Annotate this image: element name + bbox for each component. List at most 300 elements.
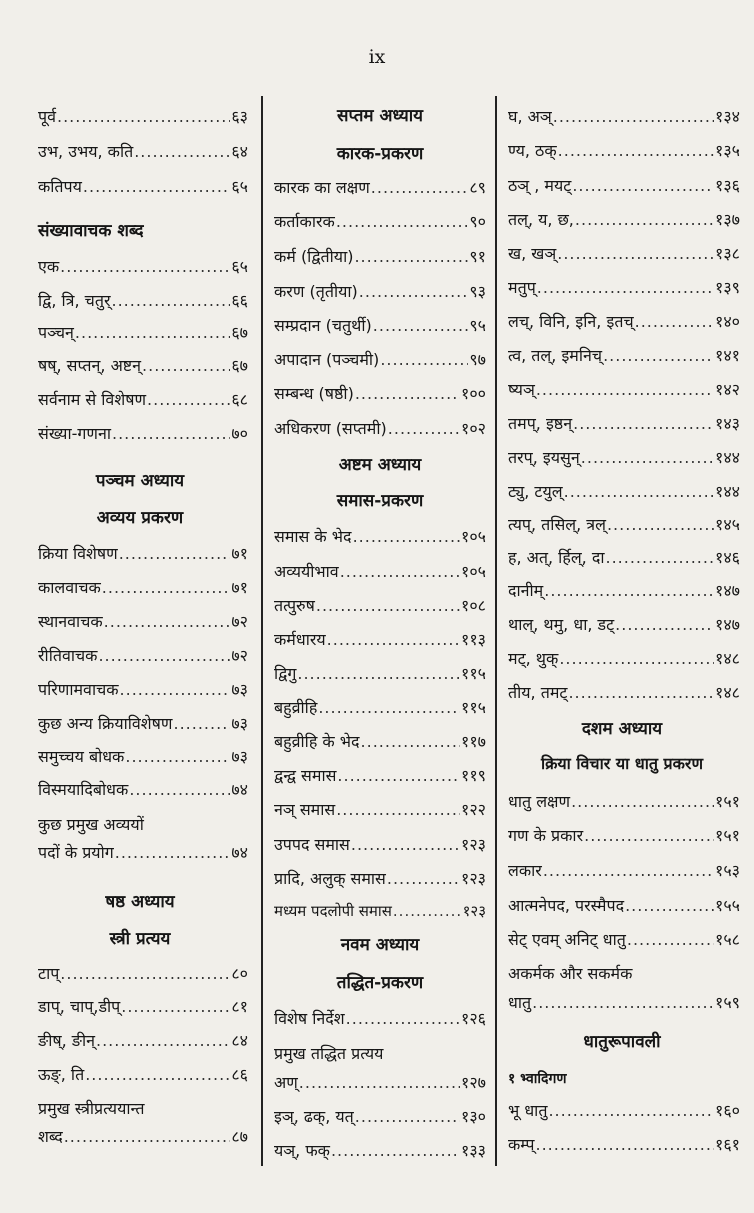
chapter-title: दशम अध्याय bbox=[581, 719, 663, 739]
dot-leader bbox=[355, 383, 460, 405]
entry-page: ७४ bbox=[231, 843, 248, 862]
section-heading: धातुरूपावली bbox=[583, 1032, 661, 1052]
dot-leader bbox=[559, 648, 714, 670]
toc-entry[interactable] bbox=[508, 243, 740, 265]
toc-entry[interactable] bbox=[508, 379, 740, 401]
dot-leader bbox=[536, 379, 714, 401]
toc-entry[interactable] bbox=[508, 106, 740, 128]
dot-leader bbox=[553, 106, 714, 128]
dot-leader bbox=[605, 547, 714, 569]
entry-page: १३७ bbox=[715, 210, 740, 229]
entry-label: थाल्, थमु, धा, डट् bbox=[508, 615, 615, 634]
chapter-title: अष्टम अध्याय bbox=[338, 455, 422, 475]
dot-leader bbox=[60, 963, 230, 985]
entry-page: ६८ bbox=[231, 390, 248, 409]
entry-page: १०५ bbox=[461, 562, 486, 581]
toc-entry[interactable] bbox=[508, 175, 740, 197]
entry-page: १३६ bbox=[715, 176, 740, 195]
toc-entry[interactable] bbox=[508, 1134, 740, 1156]
toc-entry[interactable] bbox=[274, 315, 486, 337]
entry-page: ८६ bbox=[231, 1065, 248, 1084]
entry-label: अधिकरण (सप्तमी) bbox=[274, 419, 387, 438]
toc-entry[interactable] bbox=[274, 1008, 486, 1030]
entry-page: १५५ bbox=[715, 896, 740, 915]
toc-entry[interactable] bbox=[508, 447, 740, 469]
entry-page: १२७ bbox=[461, 1073, 486, 1092]
entry-label: ष्यञ् bbox=[508, 380, 535, 399]
dot-leader bbox=[102, 577, 231, 599]
entry-page: ८९ bbox=[469, 178, 486, 197]
dot-leader bbox=[572, 175, 714, 197]
toc-entry[interactable] bbox=[38, 996, 248, 1018]
entry-page: ७२ bbox=[231, 612, 248, 631]
entry-page: ८७ bbox=[231, 1127, 248, 1146]
entry-label: आत्मनेपद, परस्मैपद bbox=[508, 896, 625, 915]
chapter-title: पञ्चम अध्याय bbox=[95, 471, 185, 491]
entry-page: ६३ bbox=[231, 107, 248, 126]
entry-label: विशेष निर्देश bbox=[274, 1009, 345, 1028]
dot-leader bbox=[134, 141, 230, 163]
column-divider bbox=[261, 96, 263, 1166]
entry-page: ११३ bbox=[461, 630, 486, 649]
entry-page: ७३ bbox=[231, 747, 248, 766]
entry-label: डाप्, चाप्,डीप् bbox=[38, 997, 121, 1016]
toc-entry[interactable] bbox=[508, 514, 740, 536]
entry-page: ७४ bbox=[231, 780, 248, 799]
entry-label: तरप्, इयसुन् bbox=[508, 448, 580, 467]
toc-entry[interactable] bbox=[508, 140, 740, 162]
chapter-subtitle: स्त्री प्रत्यय bbox=[109, 929, 171, 949]
chapter-title: षष्ठ अध्याय bbox=[105, 892, 175, 912]
entry-label: विस्मयादिबोधक bbox=[38, 780, 129, 799]
entry-label-line: प्रमुख स्त्रीप्रत्ययान्त bbox=[38, 1099, 145, 1118]
entry-page: ९० bbox=[469, 212, 486, 231]
dot-leader bbox=[316, 595, 460, 617]
entry-label: प्रादि, अलुक् समास bbox=[274, 869, 386, 888]
toc-entry[interactable] bbox=[508, 311, 740, 333]
dot-leader bbox=[75, 322, 230, 344]
dot-leader bbox=[331, 1140, 460, 1162]
dot-leader bbox=[388, 418, 460, 440]
dot-leader bbox=[337, 765, 460, 787]
dot-leader bbox=[558, 140, 714, 162]
toc-entry[interactable] bbox=[38, 963, 248, 985]
dot-leader bbox=[355, 1106, 460, 1128]
dot-leader bbox=[584, 825, 714, 847]
chapter-subtitle: अव्यय प्रकरण bbox=[96, 508, 184, 528]
toc-entry[interactable] bbox=[508, 209, 740, 231]
entry-page: ११७ bbox=[461, 732, 486, 751]
entry-label: तीय, तमट् bbox=[508, 683, 568, 702]
dot-leader bbox=[607, 514, 714, 536]
entry-page: १४३ bbox=[715, 414, 740, 433]
dot-leader bbox=[573, 413, 714, 435]
dot-leader bbox=[121, 996, 230, 1018]
dot-leader bbox=[60, 256, 230, 278]
entry-page: ९७ bbox=[469, 350, 486, 369]
dot-leader bbox=[327, 629, 460, 651]
dot-leader bbox=[318, 697, 460, 719]
dot-leader bbox=[64, 1126, 231, 1148]
chapter-title: नवम अध्याय bbox=[340, 935, 420, 955]
toc-entry[interactable] bbox=[38, 423, 248, 445]
entry-label: सम्प्रदान (चतुर्थी) bbox=[274, 316, 372, 335]
entry-page: १५९ bbox=[715, 993, 740, 1012]
entry-page: ११५ bbox=[461, 698, 486, 717]
toc-entry[interactable] bbox=[274, 697, 486, 719]
dot-leader bbox=[544, 580, 714, 602]
gana-heading: १ भ्वादिगण bbox=[508, 1071, 567, 1087]
entry-label: क्रिया विशेषण bbox=[38, 544, 118, 563]
dot-leader bbox=[112, 290, 231, 312]
entry-label: अपादान (पञ्चमी) bbox=[274, 350, 380, 369]
toc-entry[interactable] bbox=[274, 731, 486, 753]
entry-page: ११९ bbox=[461, 766, 486, 785]
toc-entry[interactable] bbox=[508, 413, 740, 435]
toc-entry[interactable] bbox=[508, 580, 740, 602]
toc-entry[interactable] bbox=[274, 246, 486, 268]
dot-leader bbox=[575, 209, 714, 231]
entry-page: ८१ bbox=[231, 997, 248, 1016]
entry-page: १३५ bbox=[715, 141, 740, 160]
entry-label: स्थानवाचक bbox=[38, 612, 103, 631]
entry-label: उपपद समास bbox=[274, 835, 350, 854]
entry-label-line: अकर्मक और सकर्मक bbox=[508, 964, 633, 983]
entry-label: ख, खञ् bbox=[508, 244, 557, 263]
toc-entry[interactable] bbox=[508, 929, 740, 951]
entry-label: बहुव्रीहि bbox=[274, 698, 318, 717]
entry-label: धातु bbox=[508, 993, 532, 1012]
entry-label: समास के भेद bbox=[274, 527, 352, 546]
entry-label: शब्द bbox=[38, 1127, 63, 1146]
entry-label: कम्प् bbox=[508, 1135, 535, 1154]
entry-page: १०५ bbox=[461, 527, 486, 546]
entry-label: मतुप् bbox=[508, 278, 536, 297]
toc-entry[interactable] bbox=[508, 648, 740, 670]
toc-entry[interactable] bbox=[274, 663, 486, 685]
entry-page: ७१ bbox=[231, 578, 248, 597]
toc-entry[interactable] bbox=[38, 322, 248, 344]
entry-label: मध्यम पदलोपी समास bbox=[274, 902, 392, 920]
entry-label: पञ्चन् bbox=[38, 323, 74, 342]
dot-leader bbox=[615, 614, 714, 636]
toc-entry[interactable] bbox=[274, 1140, 486, 1162]
toc-entry[interactable] bbox=[38, 543, 248, 565]
dot-leader bbox=[297, 663, 460, 685]
entry-label: टाप् bbox=[38, 964, 60, 983]
toc-entry[interactable] bbox=[274, 177, 486, 199]
toc-entry[interactable] bbox=[508, 481, 740, 503]
toc-entry[interactable] bbox=[38, 713, 248, 735]
dot-leader bbox=[373, 315, 469, 337]
toc-entry[interactable] bbox=[274, 418, 486, 440]
dot-leader bbox=[346, 1008, 460, 1030]
toc-entry[interactable] bbox=[38, 679, 248, 701]
dot-leader bbox=[353, 526, 460, 548]
entry-label: घ, अञ् bbox=[508, 107, 552, 126]
entry-page: १३३ bbox=[461, 1141, 486, 1160]
dot-leader bbox=[299, 1072, 460, 1094]
entry-page: १२६ bbox=[461, 1009, 486, 1028]
entry-page: ९१ bbox=[469, 247, 486, 266]
toc-entry[interactable] bbox=[38, 290, 248, 312]
entry-page: १०८ bbox=[461, 596, 486, 615]
toc-entry[interactable] bbox=[38, 779, 248, 801]
entry-page: ६४ bbox=[231, 142, 248, 161]
entry-label: धातु लक्षण bbox=[508, 792, 571, 811]
entry-label: कर्ताकारक bbox=[274, 212, 335, 231]
toc-entry[interactable] bbox=[274, 349, 486, 371]
entry-label: बहुव्रीहि के भेद bbox=[274, 732, 360, 751]
dot-leader bbox=[387, 868, 460, 890]
entry-label-line: कुछ प्रमुख अव्ययों bbox=[38, 815, 144, 834]
entry-label: तत्पुरुष bbox=[274, 596, 315, 615]
toc-entry[interactable] bbox=[38, 1030, 248, 1052]
entry-page: १४६ bbox=[715, 548, 740, 567]
dot-leader bbox=[361, 731, 461, 753]
dot-leader bbox=[142, 355, 230, 377]
entry-page: ६७ bbox=[231, 356, 248, 375]
toc-entry[interactable] bbox=[274, 765, 486, 787]
chapter-subtitle: तद्धित-प्रकरण bbox=[336, 973, 424, 993]
entry-page: १४२ bbox=[715, 380, 740, 399]
entry-label: मट्, थुक् bbox=[508, 649, 559, 668]
entry-page: ९३ bbox=[469, 282, 486, 301]
chapter-title: सप्तम अध्याय bbox=[336, 106, 423, 126]
toc-entry[interactable] bbox=[38, 1126, 248, 1148]
toc-entry[interactable] bbox=[274, 526, 486, 548]
entry-page: १४७ bbox=[715, 615, 740, 634]
dot-leader bbox=[112, 423, 230, 445]
entry-page: १४१ bbox=[715, 346, 740, 365]
entry-label: सेट् एवम् अनिट् धातु bbox=[508, 930, 626, 949]
entry-page: ६६ bbox=[231, 291, 248, 310]
chapter-subtitle: क्रिया विचार या धातु प्रकरण bbox=[540, 754, 704, 773]
entry-label: द्विगु bbox=[274, 664, 297, 683]
entry-label: कर्मधारय bbox=[274, 630, 326, 649]
toc-entry[interactable] bbox=[508, 791, 740, 813]
toc-entry[interactable] bbox=[508, 682, 740, 704]
entry-label: ठञ् , मयट् bbox=[508, 176, 572, 195]
entry-page: १६० bbox=[715, 1101, 740, 1120]
toc-entry[interactable] bbox=[274, 561, 486, 583]
toc-entry[interactable] bbox=[274, 211, 486, 233]
entry-label: कालवाचक bbox=[38, 578, 101, 597]
dot-leader bbox=[351, 834, 460, 856]
entry-page: १४५ bbox=[715, 515, 740, 534]
entry-page: १४४ bbox=[715, 482, 740, 501]
entry-label: तल्, य, छ, bbox=[508, 210, 574, 229]
dot-leader bbox=[543, 860, 714, 882]
dot-leader bbox=[354, 246, 468, 268]
toc-entry[interactable] bbox=[274, 1072, 486, 1094]
entry-label: एक bbox=[38, 257, 60, 276]
toc-entry[interactable] bbox=[508, 614, 740, 636]
entry-page: १२३ bbox=[461, 869, 486, 888]
dot-leader bbox=[625, 895, 714, 917]
toc-entry[interactable] bbox=[38, 141, 248, 163]
dot-leader bbox=[120, 679, 231, 701]
entry-page: १४७ bbox=[715, 581, 740, 600]
entry-page: १६१ bbox=[715, 1135, 740, 1154]
dot-leader bbox=[571, 791, 714, 813]
dot-leader bbox=[635, 311, 714, 333]
entry-page: ७३ bbox=[231, 714, 248, 733]
toc-entry[interactable] bbox=[38, 1064, 248, 1086]
entry-label: पदों के प्रयोग bbox=[38, 843, 114, 862]
toc-entry[interactable] bbox=[274, 595, 486, 617]
entry-page: १५१ bbox=[715, 826, 740, 845]
toc-entry[interactable] bbox=[38, 577, 248, 599]
entry-label: संख्या-गणना bbox=[38, 424, 111, 443]
dot-leader bbox=[380, 349, 468, 371]
entry-label: लकार bbox=[508, 861, 542, 880]
dot-leader bbox=[129, 779, 230, 801]
toc-entry[interactable] bbox=[38, 176, 248, 198]
entry-label: लच्, विनि, इनि, इतच् bbox=[508, 312, 634, 331]
dot-leader bbox=[359, 281, 469, 303]
toc-entry[interactable] bbox=[274, 281, 486, 303]
entry-label: कारक का लक्षण bbox=[274, 178, 370, 197]
entry-label: कुछ अन्य क्रियाविशेषण bbox=[38, 714, 173, 733]
entry-label: गण के प्रकार bbox=[508, 826, 584, 845]
dot-leader bbox=[98, 645, 230, 667]
entry-label: पूर्व bbox=[38, 107, 56, 126]
dot-leader bbox=[564, 481, 714, 503]
entry-page: १०२ bbox=[461, 419, 486, 438]
entry-label: द्वन्द्व समास bbox=[274, 766, 337, 785]
section-heading: संख्यावाचक शब्द bbox=[38, 221, 144, 241]
entry-page: १२३ bbox=[462, 902, 486, 920]
toc-entry[interactable] bbox=[508, 825, 740, 847]
entry-label: ण्य, ठक् bbox=[508, 141, 557, 160]
entry-page: ७२ bbox=[231, 646, 248, 665]
page-number: ix bbox=[368, 46, 386, 68]
entry-label: परिणामवाचक bbox=[38, 680, 119, 699]
entry-label: अण् bbox=[274, 1073, 298, 1092]
entry-page: १३४ bbox=[715, 107, 740, 126]
toc-entry[interactable] bbox=[38, 389, 248, 411]
entry-page: ६७ bbox=[231, 323, 248, 342]
toc-entry[interactable] bbox=[508, 277, 740, 299]
dot-leader bbox=[581, 447, 714, 469]
entry-page: ७३ bbox=[231, 680, 248, 699]
toc-entry[interactable] bbox=[38, 106, 248, 128]
dot-leader bbox=[125, 746, 230, 768]
entry-page: १४८ bbox=[715, 683, 740, 702]
entry-page: १२३ bbox=[461, 835, 486, 854]
toc-entry[interactable] bbox=[274, 629, 486, 651]
entry-page: ९५ bbox=[469, 316, 486, 335]
entry-label: इञ्, ढक्, यत् bbox=[274, 1107, 354, 1126]
entry-page: ११५ bbox=[461, 664, 486, 683]
entry-label: द्वि, त्रि, चतुर् bbox=[38, 291, 111, 310]
dot-leader bbox=[371, 177, 469, 199]
entry-label: रीतिवाचक bbox=[38, 646, 98, 665]
dot-leader bbox=[174, 713, 231, 735]
toc-entry[interactable] bbox=[274, 900, 486, 922]
dot-leader bbox=[532, 992, 714, 1014]
entry-page: १५८ bbox=[715, 930, 740, 949]
chapter-subtitle: समास-प्रकरण bbox=[336, 491, 424, 511]
entry-label: अव्ययीभाव bbox=[274, 562, 339, 581]
entry-label: सर्वनाम से विशेषण bbox=[38, 390, 147, 409]
entry-label: कतिपय bbox=[38, 177, 82, 196]
dot-leader bbox=[104, 611, 231, 633]
toc-entry[interactable] bbox=[508, 547, 740, 569]
entry-label: भू धातु bbox=[508, 1101, 548, 1120]
toc-entry[interactable] bbox=[38, 256, 248, 278]
entry-page: ७० bbox=[231, 424, 248, 443]
entry-page: १४० bbox=[715, 312, 740, 331]
entry-page: ६५ bbox=[231, 257, 248, 276]
dot-leader bbox=[83, 176, 230, 198]
entry-label: उभ, उभय, कति bbox=[38, 142, 134, 161]
dot-leader bbox=[57, 106, 230, 128]
toc-entry[interactable] bbox=[508, 860, 740, 882]
dot-leader bbox=[85, 1064, 230, 1086]
toc-entry[interactable] bbox=[274, 1106, 486, 1128]
dot-leader bbox=[96, 1030, 230, 1052]
dot-leader bbox=[336, 799, 460, 821]
entry-page: ८४ bbox=[231, 1031, 248, 1050]
entry-label: ह, अत्, र्हिल्, दा bbox=[508, 548, 605, 567]
entry-label: ऊङ्, ति bbox=[38, 1065, 85, 1084]
toc-entry[interactable] bbox=[274, 383, 486, 405]
dot-leader bbox=[147, 389, 230, 411]
entry-label: त्व, तल्, इमनिच् bbox=[508, 346, 603, 365]
entry-page: १४८ bbox=[715, 649, 740, 668]
entry-label: त्यप्, तसिल्, त्रल् bbox=[508, 515, 606, 534]
entry-label: नञ् समास bbox=[274, 800, 336, 819]
toc-entry[interactable] bbox=[38, 842, 248, 864]
entry-label: ट्यु, टयुल् bbox=[508, 482, 563, 501]
entry-label: षष्, सप्तन्, अष्टन् bbox=[38, 356, 142, 375]
toc-entry[interactable] bbox=[38, 746, 248, 768]
dot-leader bbox=[340, 561, 460, 583]
entry-page: १५३ bbox=[715, 861, 740, 880]
entry-label: दानीम् bbox=[508, 581, 544, 600]
entry-label: यञ्, फक् bbox=[274, 1141, 330, 1160]
entry-label-line: प्रमुख तद्धित प्रत्यय bbox=[274, 1044, 384, 1063]
toc-entry[interactable] bbox=[274, 868, 486, 890]
toc-entry[interactable] bbox=[274, 799, 486, 821]
dot-leader bbox=[393, 900, 462, 922]
entry-label: सम्बन्ध (षष्ठी) bbox=[274, 384, 354, 403]
dot-leader bbox=[603, 345, 714, 367]
toc-entry[interactable] bbox=[508, 895, 740, 917]
entry-page: ६५ bbox=[231, 177, 248, 196]
chapter-subtitle: कारक-प्रकरण bbox=[336, 144, 424, 164]
toc-entry[interactable] bbox=[508, 1100, 740, 1122]
entry-page: १२२ bbox=[461, 800, 486, 819]
entry-page: ८० bbox=[231, 964, 248, 983]
entry-page: १३० bbox=[461, 1107, 486, 1126]
dot-leader bbox=[535, 1134, 714, 1156]
toc-entry[interactable] bbox=[38, 645, 248, 667]
dot-leader bbox=[557, 243, 714, 265]
entry-label: करण (तृतीया) bbox=[274, 282, 358, 301]
toc-entry[interactable] bbox=[274, 834, 486, 856]
toc-entry[interactable] bbox=[508, 345, 740, 367]
toc-entry[interactable] bbox=[38, 355, 248, 377]
entry-label: समुच्चय बोधक bbox=[38, 747, 125, 766]
toc-entry[interactable] bbox=[38, 611, 248, 633]
dot-leader bbox=[537, 277, 714, 299]
toc-entry[interactable] bbox=[508, 992, 740, 1014]
entry-label: ङीष्, ङीन् bbox=[38, 1031, 95, 1050]
entry-page: १५१ bbox=[715, 792, 740, 811]
